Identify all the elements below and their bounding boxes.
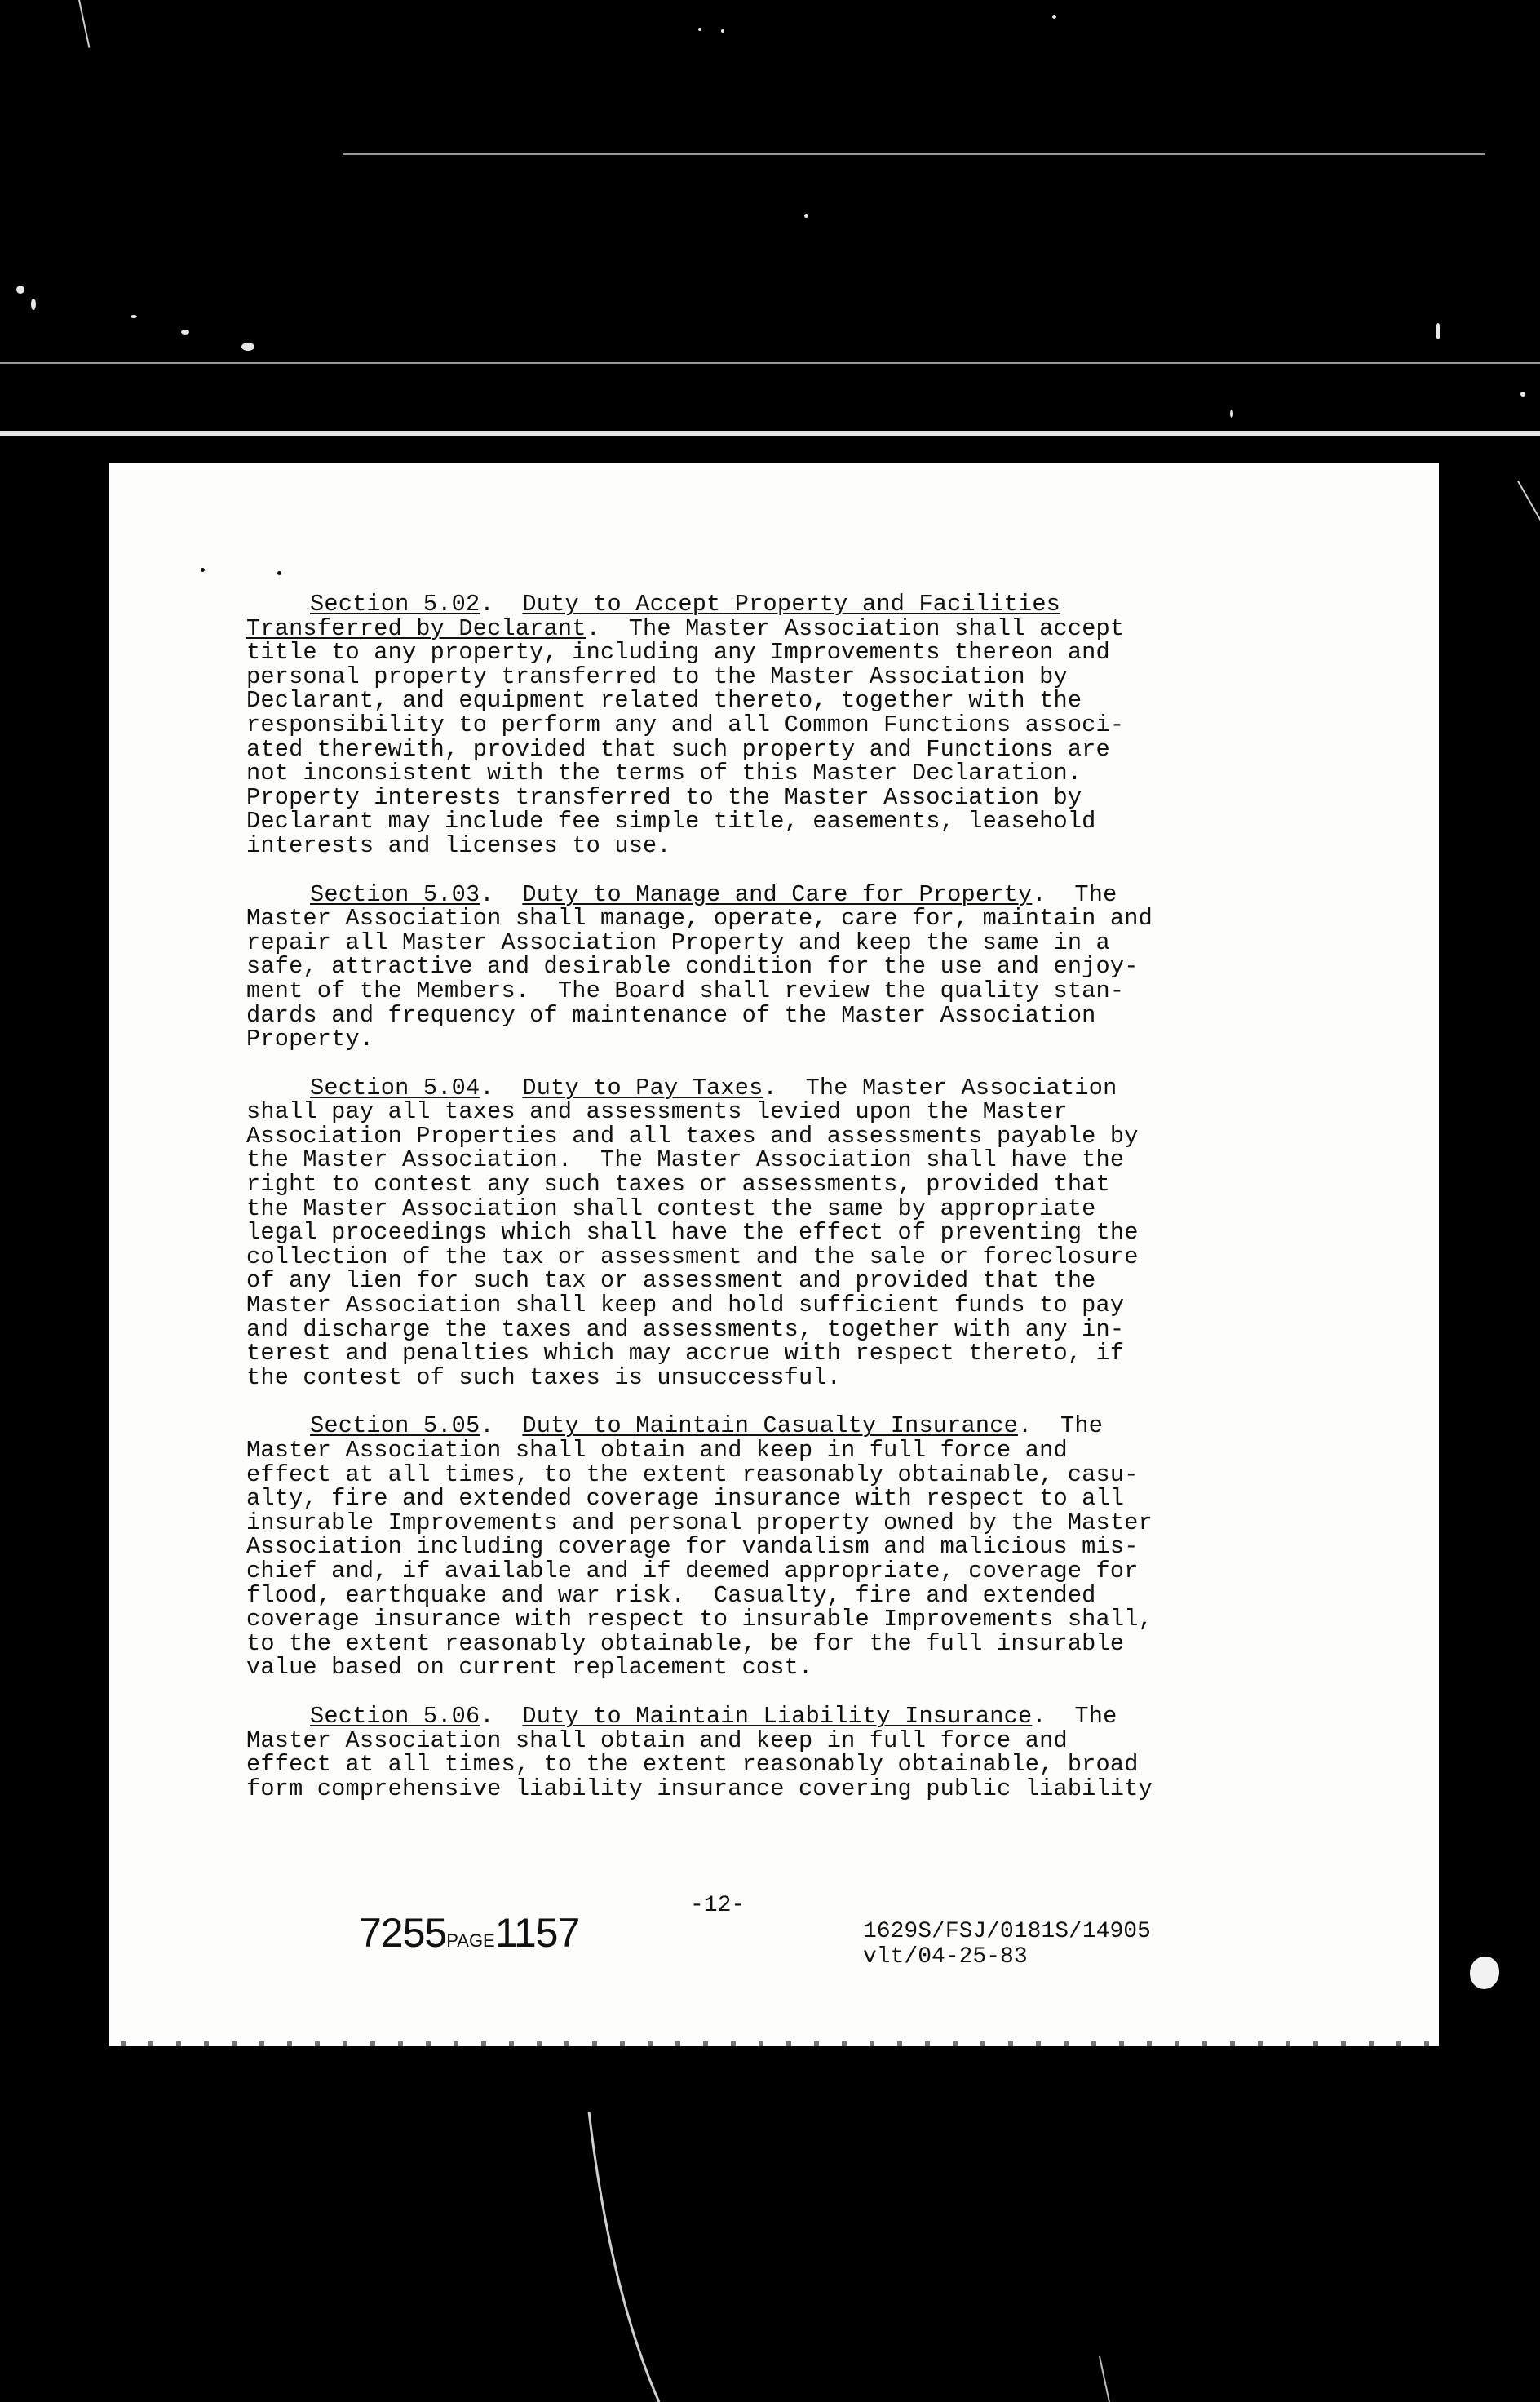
document-body: [246, 592, 1388, 1825]
book-number: 7255: [359, 1910, 447, 1956]
document-page: [109, 463, 1439, 2046]
section-paragraph: Section 5.04. Duty to Pay Taxes. The Master Association shall pay all taxes and assessments levied upon the Master Association Properties and all taxes and assessments payable by the Master Association. The Master Association shall have the right to contest any such taxes or assessments, provided that the Master Association shall contest the same by appropriate legal proceedings which shall have the effect of preventing the collection of the tax or assessment and the sale or foreclosure of any lien for such tax or assessment and provided that the Master Association shall keep and hold sufficient funds to pay and discharge the taxes and assessments, together with any in- terest and penalties which may accrue with respect thereto, if the contest of such taxes is unsuccessful.: [246, 1074, 1139, 1391]
section-paragraph: Section 5.02. Duty to Accept Property and Facilities Transferred by Declarant. The Master Association shall accept title to any property, including any Improvements thereon and personal property transferred to the Master Association by Declarant, and equipment related thereto, together with the responsibility to perform any and all Common Functions associ- ated therewith, provided that such property and Functions are not inconsistent with the terms of this Master Declaration. Property interests transferred to the Master Association by Declarant may include fee simple title, easements, leasehold interests and licenses to use.: [246, 591, 1125, 859]
section-paragraph: Section 5.03. Duty to Manage and Care for Property. The Master Association shall manage, operate, care for, maintain and repair all Master Association Property and keep the same in a safe, attractive and desirable condition for the use and enjoy- ment of the Members. The Board shall review the quality stan- dards and frequency of maintenance of the Master Association Property.: [246, 880, 1153, 1053]
scan-artifact-stroke: [78, 0, 90, 48]
section-number: Section 5.05: [310, 1412, 480, 1440]
section-paragraph: Section 5.05. Duty to Maintain Casualty Insurance. The Master Association shall obtain and keep in full force and effect at all times, to the extent reasonably obtainable, casu- alty, fire and extended coverage insurance with respect to all insurable Improvements and personal property owned by the Master Association including coverage for vandalism and malicious mis- chief and, if available and if deemed appropriate, coverage for flood, earthquake and war risk. Casualty, fire and extended coverage insurance with respect to insurable Improvements shall, to the extent reasonably obtainable, be for the full insurable value based on current replacement cost.: [246, 1412, 1153, 1682]
page-reference: 1157: [494, 1910, 580, 1956]
scan-artifact-speck: [721, 29, 724, 33]
scan-artifact-stroke: [1517, 481, 1540, 538]
section-paragraph: Section 5.06. Duty to Maintain Liability Insurance. The Master Association shall obtain and keep in full force and effect at all times, to the extent reasonably obtainable, broad form comprehensive liability insurance covering public liability: [246, 1702, 1153, 1802]
section-body-first-line: The Master Association shall accept: [600, 614, 1125, 642]
scan-artifact-speck: [1052, 15, 1056, 19]
scan-artifact-speck: [16, 286, 24, 294]
section-heading: Duty to Accept Property and Facilities: [522, 591, 1061, 618]
section-number: Section 5.06: [310, 1702, 480, 1730]
scan-artifact-speck: [241, 343, 254, 351]
section-body-first-line: The: [1032, 1412, 1104, 1440]
scan-artifact-speck: [131, 315, 137, 318]
page-word: PAGE: [446, 1930, 495, 1951]
section-body: Master Association shall manage, operate, care for, maintain and repair all Master Association Property and keep the same in a safe, attractive and desirable condition for the use and enjoy- ment of the Members. The Board shall review the quality stan- dards and frequency of maintenance of the Master Association Property.: [246, 905, 1153, 1053]
section-body-first-line: The Master Association: [777, 1074, 1117, 1101]
scan-artifact-speck: [804, 214, 808, 218]
scan-artifact-blob: [1470, 1957, 1499, 1989]
page-number: -12-: [690, 1893, 746, 1918]
scan-artifact-line: [0, 362, 1540, 364]
section-body: Master Association shall obtain and keep in full force and effect at all times, to the extent reasonably obtainable, broad form comprehensive liability insurance covering public liability: [246, 1726, 1153, 1802]
section-heading: Duty to Manage and Care for Property: [522, 880, 1033, 908]
section-number: Section 5.04: [310, 1074, 480, 1101]
scan-artifact-speck: [181, 330, 189, 335]
section-heading: Duty to Pay Taxes: [522, 1074, 763, 1101]
section-body-first-line: The: [1046, 880, 1117, 908]
section-body-first-line: The: [1046, 1702, 1117, 1730]
scan-artifact-speck: [1520, 392, 1525, 397]
section-body: title to any property, including any Improvements thereon and personal property transferred to the Master Association by Declarant, and equipment related thereto, together with the responsibility to perform any and all Common Functions associ- ated therewith, provided that such property and Functions are not inconsistent with the terms of this Master Declaration. Property interests transferred to the Master Association by Declarant may include fee simple title, easements, leasehold interests and licenses to use.: [246, 639, 1125, 859]
document-reference-line-1: 1629S/FSJ/0181S/14905: [863, 1919, 1151, 1944]
section-number: Section 5.03: [310, 880, 480, 908]
section-heading-continued: Transferred by Declarant: [246, 614, 586, 642]
section-number: Section 5.02: [310, 591, 480, 618]
section-body: shall pay all taxes and assessments levied upon the Master Association Properties and all taxes and assessments payable by the Master Association. The Master Association shall have the right to contest any such taxes or assessments, provided that the Master Association shall contest the same by appropriate legal proceedings which shall have the effect of preventing the collection of the tax or assessment and the sale or foreclosure of any lien for such tax or assessment and provided that the Master Association shall keep and hold sufficient funds to pay and discharge the taxes and assessments, together with any in- terest and penalties which may accrue with respect thereto, if the contest of such taxes is unsuccessful.: [246, 1098, 1139, 1391]
scan-artifact-speck: [31, 299, 36, 310]
scan-artifact-line: [343, 153, 1485, 155]
book-page-stamp: [359, 1909, 579, 1957]
scan-artifact-curve: [0, 2046, 1540, 2402]
scan-artifact-speck: [1436, 323, 1440, 339]
section-body: Master Association shall obtain and keep in full force and effect at all times, to the extent reasonably obtainable, casu- alty, fire and extended coverage insurance with respect to all insurable Improvements and personal property owned by the Master Association including coverage for vandalism and malicious mis- chief and, if available and if deemed appropriate, coverage for flood, earthquake and war risk. Casualty, fire and extended coverage insurance with respect to insurable Improvements shall, to the extent reasonably obtainable, be for the full insurable value based on current replacement cost.: [246, 1437, 1153, 1682]
margin-dot: [277, 571, 281, 575]
document-reference-line-2: vlt/04-25-83: [863, 1944, 1028, 1970]
section-heading: Duty to Maintain Liability Insurance: [522, 1702, 1033, 1730]
section-heading: Duty to Maintain Casualty Insurance: [522, 1412, 1018, 1440]
scan-artifact-line: [0, 431, 1540, 436]
margin-dot: [201, 568, 205, 572]
document-reference: [863, 1919, 1151, 1970]
scan-artifact-speck: [1230, 410, 1233, 418]
scanner-background: [0, 0, 1540, 441]
scan-artifact-speck: [698, 28, 701, 31]
